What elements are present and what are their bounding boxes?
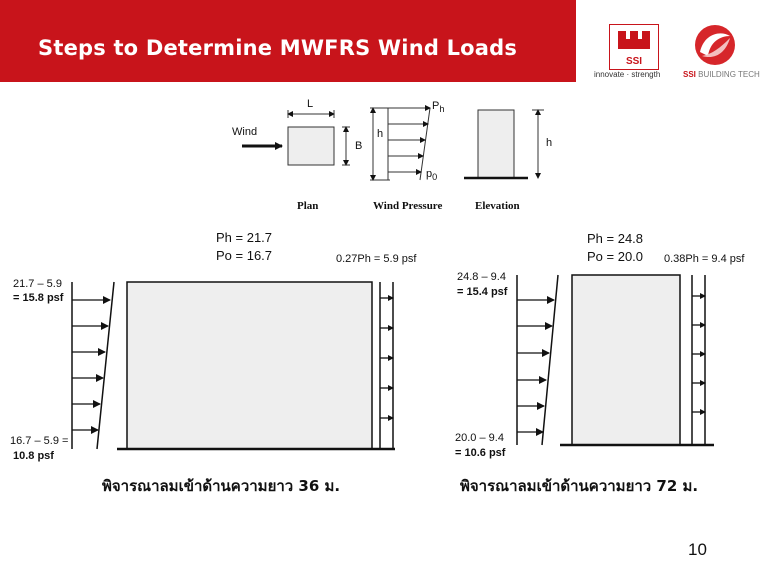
left-leeward-pressure: 0.27Ph = 5.9 psf: [336, 253, 417, 265]
wind-pressure-caption: Wind Pressure: [373, 200, 443, 212]
right-ph-value: Ph = 24.8: [587, 231, 644, 246]
left-bottom-calc: 16.7 – 5.9 =: [10, 435, 69, 447]
pressure-height-label: h: [377, 128, 384, 140]
left-po-value: Po = 16.7: [216, 248, 273, 263]
right-bottom-calc: 20.0 – 9.4: [455, 432, 504, 444]
right-leeward-pressure: 0.38Ph = 9.4 psf: [664, 253, 745, 265]
right-po-value: Po = 20.0: [587, 249, 644, 264]
ph-subscript: h: [439, 104, 445, 115]
wind-pressure-profile: [370, 108, 433, 180]
left-ph-value: Ph = 21.7: [216, 230, 273, 245]
ssi-logo-text: SSI: [625, 56, 643, 67]
elevation-caption: Elevation: [475, 200, 520, 212]
elevation-view: [464, 110, 544, 178]
plan-length-label: L: [307, 98, 314, 110]
p0-subscript: 0: [432, 172, 438, 183]
plan-view: [242, 110, 350, 165]
right-case-diagram: [517, 275, 714, 445]
page-title: Steps to Determine MWFRS Wind Loads: [38, 36, 518, 60]
page-number: 10: [688, 540, 707, 559]
left-bottom-result: 10.8 psf: [13, 450, 54, 462]
brand-prefix: SSI: [683, 70, 696, 79]
ph-symbol: P: [432, 100, 440, 112]
right-top-calc: 24.8 – 9.4: [457, 271, 506, 283]
p0-symbol: p: [426, 168, 433, 180]
brand-suffix: BUILDING TECH: [698, 70, 760, 79]
left-case-caption: พิจารณาลมเข้าด้านความยาว 36 ม.: [102, 477, 341, 495]
right-top-result: = 15.4 psf: [457, 286, 508, 298]
left-top-calc: 21.7 – 5.9: [13, 278, 62, 290]
ssi-tagline: innovate · strength: [594, 70, 661, 79]
p0-label: [426, 168, 437, 182]
plan-width-label: B: [355, 140, 363, 152]
plan-caption: Plan: [297, 200, 319, 212]
elevation-height-label: h: [546, 137, 553, 149]
right-case-caption: พิจารณาลมเข้าด้านความยาว 72 ม.: [460, 477, 699, 495]
left-top-result: = 15.8 psf: [13, 292, 64, 304]
ph-label: [432, 100, 444, 114]
right-bottom-result: = 10.6 psf: [455, 447, 506, 459]
wind-label: Wind: [232, 126, 258, 138]
left-case-diagram: [72, 282, 395, 449]
